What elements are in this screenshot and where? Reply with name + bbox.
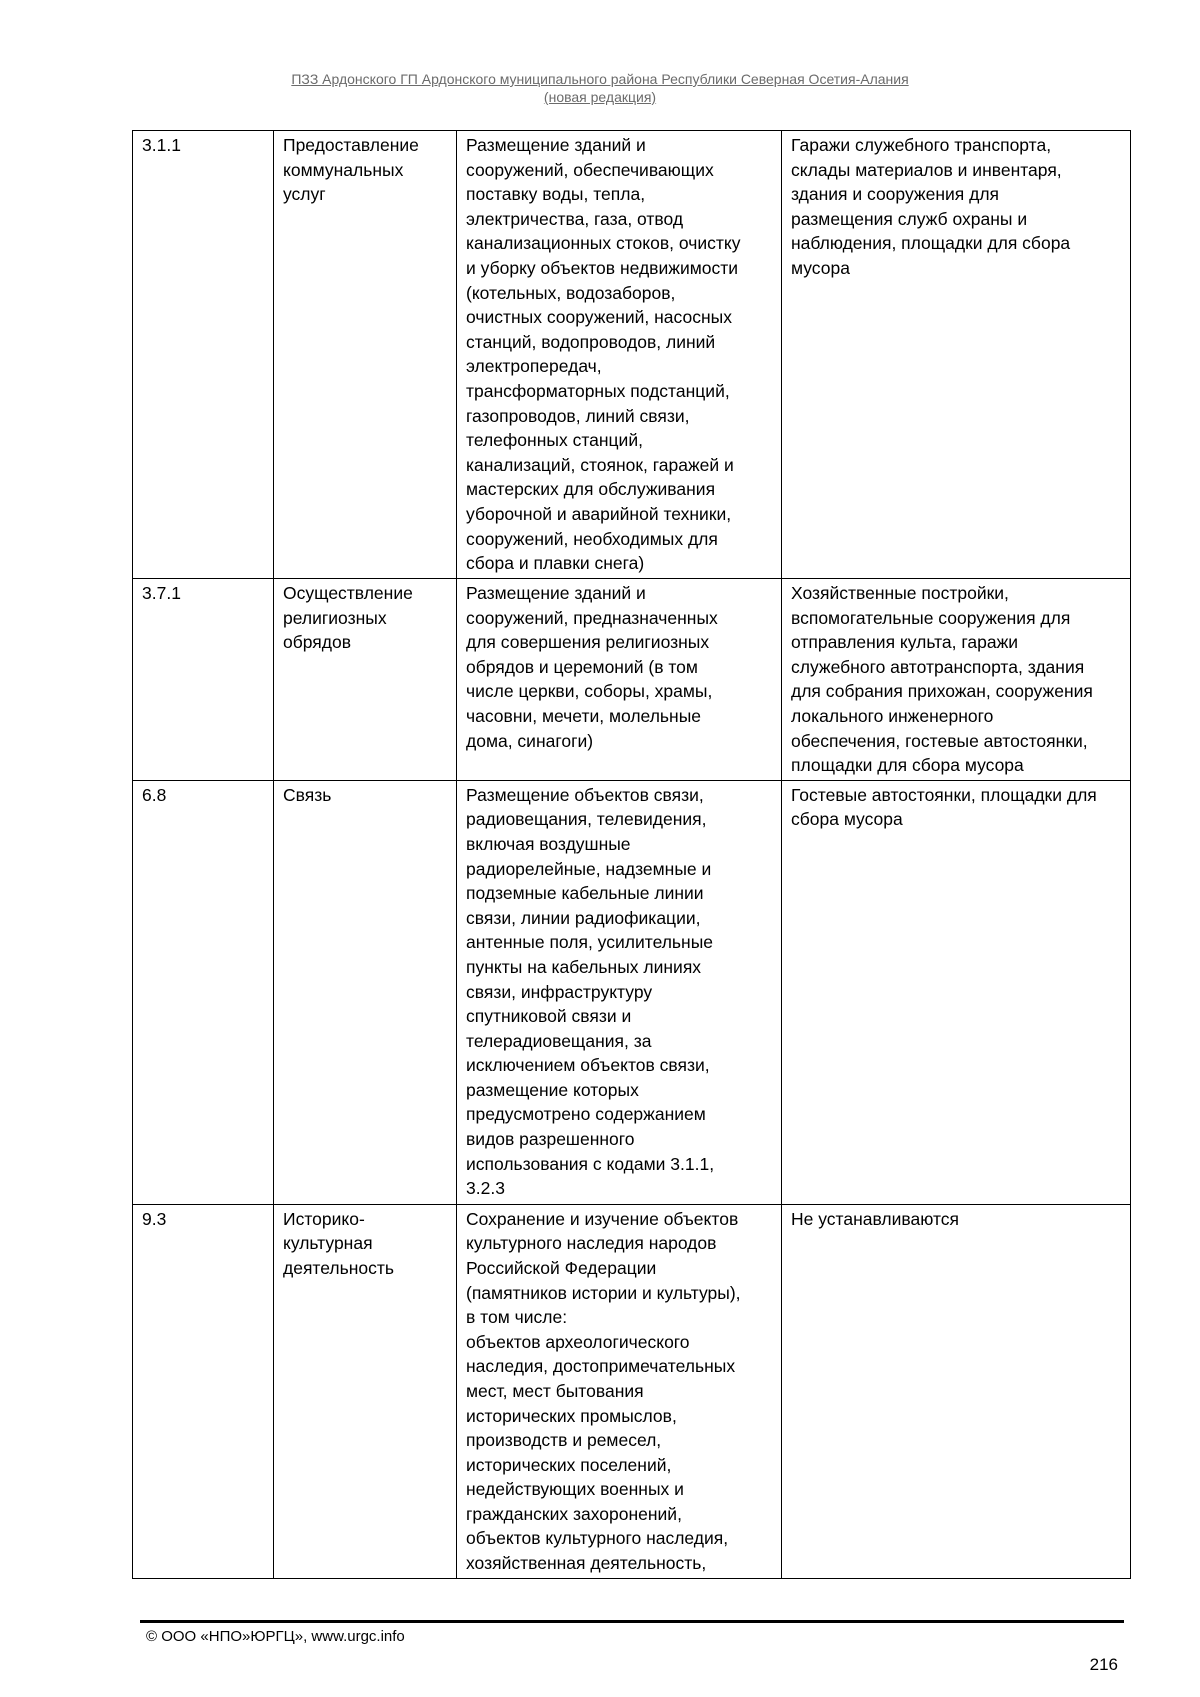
cell-description: Размещение зданий и сооружений, обеспечивающих поставку воды, тепла, электричества, газа, отвод канализационных стоков, очистку и уборку объектов недвижимости (котельных, водозаборов, очистных сооружений, насосных станций, водопроводов, линий электропередач, трансформаторных подстанций, газопроводов, линий связи, телефонных станций, канализаций, стоянок, гаражей и мастерских для обслуживания уборочной и аварийной техники, сооружений, необходимых для сбора и плавки снега): [457, 131, 782, 579]
cell-description: Размещение объектов связи, радиовещания, телевидения, включая воздушные радиорелейные, надземные и подземные кабельные линии связи, линии радиофикации, антенные поля, усилительные пункты на кабельных линиях связи, инфраструктуру спутниковой связи и телерадиовещания, за исключением объектов связи, размещение которых предусмотрено содержанием видов разрешенного использования с кодами 3.1.1, 3.2.3: [457, 780, 782, 1204]
cell-code: 6.8: [133, 780, 274, 1204]
footer-copyright: © ООО «НПО»ЮРГЦ», www.urgc.info: [146, 1628, 405, 1645]
table-row: [133, 780, 1131, 1204]
cell-name: Историко- культурная деятельность: [274, 1204, 457, 1578]
cell-name: Предоставление коммунальных услуг: [274, 131, 457, 579]
footer-divider: [140, 1620, 1124, 1623]
cell-auxiliary: Хозяйственные постройки, вспомогательные сооружения для отправления культа, гаражи служебного автотранспорта, здания для собрания прихожан, сооружения локального инженерного обеспечения, гостевые автостоянки, площадки для сбора мусора: [782, 579, 1131, 781]
table-row: [133, 131, 1131, 579]
page-number: 216: [1089, 1655, 1118, 1674]
cell-name: Связь: [274, 780, 457, 1204]
header-title: ПЗЗ Ардонского ГП Ардонского муниципального района Республики Северная Осетия-Алания: [291, 71, 909, 87]
table-row: [133, 579, 1131, 781]
cell-name: Осуществление религиозных обрядов: [274, 579, 457, 781]
cell-code: 3.7.1: [133, 579, 274, 781]
cell-auxiliary: Гаражи служебного транспорта, склады материалов и инвентаря, здания и сооружения для размещения служб охраны и наблюдения, площадки для сбора мусора: [782, 131, 1131, 579]
table-row: [133, 1204, 1131, 1578]
header-subtitle: (новая редакция): [543, 89, 657, 105]
cell-description: Сохранение и изучение объектов культурного наследия народов Российской Федерации (памятников истории и культуры), в том числе: объектов археологического наследия, достопримечательных мест, мест бытования исторических промыслов, производств и ремесел, исторических поселений, недействующих военных и гражданских захоронений, объектов культурного наследия, хозяйственная деятельность,: [457, 1204, 782, 1578]
land-use-table: [132, 130, 1131, 1579]
cell-description: Размещение зданий и сооружений, предназначенных для совершения религиозных обрядов и церемоний (в том числе церкви, соборы, храмы, часовни, мечети, молельные дома, синагоги): [457, 579, 782, 781]
cell-code: 9.3: [133, 1204, 274, 1578]
document-header: [0, 70, 1200, 106]
cell-code: 3.1.1: [133, 131, 274, 579]
cell-auxiliary: Гостевые автостоянки, площадки для сбора мусора: [782, 780, 1131, 1204]
cell-auxiliary: Не устанавливаются: [782, 1204, 1131, 1578]
